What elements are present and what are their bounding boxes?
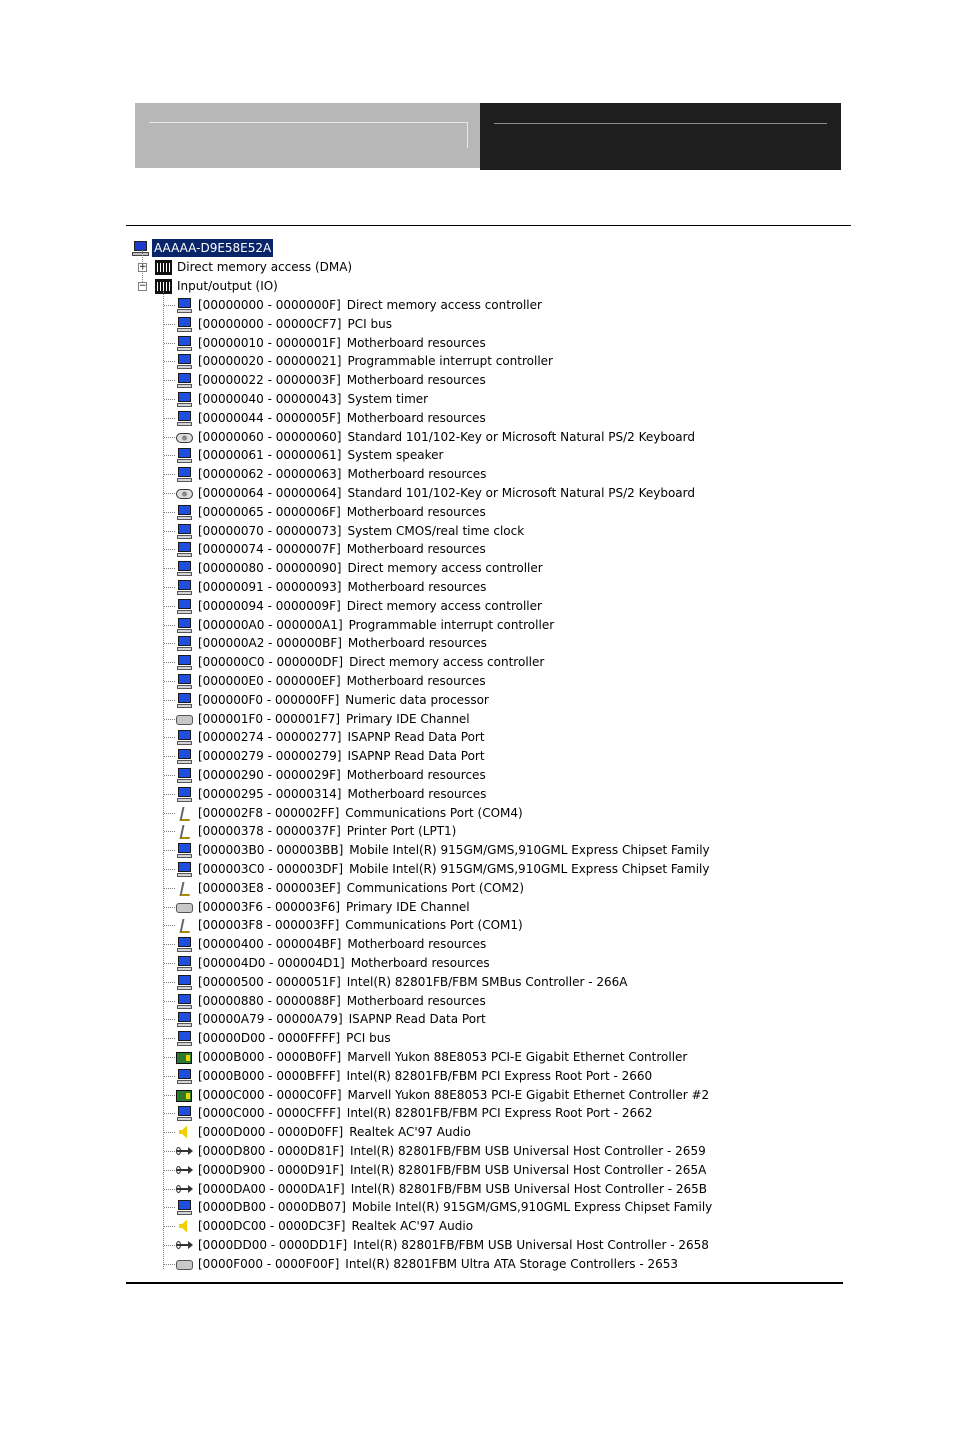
io-range: [00000074 - 0000007F] bbox=[198, 542, 341, 556]
device-icon bbox=[176, 392, 193, 407]
device-name: Intel(R) 82801FB/FBM PCI Express Root Port - 2660 bbox=[346, 1069, 653, 1083]
io-range: [000000E0 - 000000EF] bbox=[198, 674, 341, 688]
device-name: Direct memory access controller bbox=[346, 599, 542, 613]
io-range: [0000B000 - 0000B0FF] bbox=[198, 1050, 342, 1064]
device-name: ISAPNP Read Data Port bbox=[347, 730, 485, 744]
tree-line bbox=[164, 1151, 175, 1152]
tree-line bbox=[164, 1001, 175, 1002]
io-range: [00000274 - 00000277] bbox=[198, 730, 342, 744]
usb-icon bbox=[176, 1182, 193, 1197]
tree-line bbox=[164, 380, 175, 381]
tree-line bbox=[164, 869, 175, 870]
speaker-icon bbox=[176, 1125, 193, 1140]
io-range: [00000880 - 0000088F] bbox=[198, 994, 341, 1008]
io-range: [00000040 - 00000043] bbox=[198, 392, 342, 406]
io-range: [000004D0 - 000004D1] bbox=[198, 956, 345, 970]
io-range: [00000060 - 00000060] bbox=[198, 430, 342, 444]
device-name: Intel(R) 82801FB/FBM USB Universal Host Controller - 265A bbox=[349, 1163, 707, 1177]
tree-group-label: Direct memory access (DMA) bbox=[177, 260, 353, 274]
usb-icon bbox=[176, 1144, 193, 1159]
device-name: Programmable interrupt controller bbox=[347, 354, 553, 368]
io-range: [00000279 - 00000279] bbox=[198, 749, 342, 763]
tree-item[interactable] bbox=[176, 1217, 475, 1235]
tree-item[interactable] bbox=[176, 503, 488, 521]
tree-line bbox=[164, 982, 175, 983]
device-icon bbox=[176, 580, 193, 595]
tree-item[interactable] bbox=[176, 446, 446, 464]
tree-item[interactable] bbox=[176, 710, 472, 728]
device-name: Realtek AC'97 Audio bbox=[349, 1125, 471, 1139]
device-icon bbox=[176, 448, 193, 463]
tree-line bbox=[164, 343, 175, 344]
io-range: [00000061 - 00000061] bbox=[198, 448, 342, 462]
tree-line bbox=[164, 568, 175, 569]
tree-line bbox=[164, 775, 175, 776]
tree-line bbox=[164, 418, 175, 419]
io-range: [000003B0 - 000003BB] bbox=[198, 843, 344, 857]
io-range: [0000DB00 - 0000DB07] bbox=[198, 1200, 346, 1214]
tree-line bbox=[164, 1189, 175, 1190]
tree-item[interactable] bbox=[176, 465, 488, 483]
tree-group-io[interactable] bbox=[155, 277, 280, 295]
device-icon bbox=[176, 1031, 193, 1046]
device-name: Direct memory access controller bbox=[347, 561, 543, 575]
device-name: Motherboard resources bbox=[350, 956, 490, 970]
device-icon bbox=[176, 298, 193, 313]
device-icon bbox=[176, 411, 193, 426]
device-name: Marvell Yukon 88E8053 PCI-E Gigabit Ethernet Controller bbox=[347, 1050, 688, 1064]
io-range: [0000DA00 - 0000DA1F] bbox=[198, 1182, 345, 1196]
disk-drive-icon bbox=[176, 900, 193, 915]
device-icon bbox=[176, 787, 193, 802]
usb-icon bbox=[176, 1238, 193, 1253]
collapse-io-toggle[interactable]: − bbox=[139, 281, 147, 291]
device-name: Intel(R) 82801FB/FBM USB Universal Host Controller - 2659 bbox=[349, 1144, 706, 1158]
io-range: [00000070 - 00000073] bbox=[198, 524, 342, 538]
io-range: [0000C000 - 0000CFFF] bbox=[198, 1106, 341, 1120]
device-name: Communications Port (COM2) bbox=[346, 881, 525, 895]
tree-line bbox=[164, 662, 175, 663]
tree-line bbox=[164, 1207, 175, 1208]
device-name: Motherboard resources bbox=[347, 580, 487, 594]
tree-item[interactable] bbox=[176, 1104, 654, 1122]
tree-line bbox=[164, 305, 175, 306]
tree-line bbox=[164, 324, 175, 325]
io-range: [00000000 - 0000000F] bbox=[198, 298, 341, 312]
device-name: Mobile Intel(R) 915GM/GMS,910GML Express Chipset Family bbox=[349, 843, 710, 857]
device-name: Communications Port (COM4) bbox=[345, 806, 523, 820]
chip-icon bbox=[155, 260, 172, 275]
tree-item[interactable] bbox=[176, 1180, 709, 1198]
device-name: Motherboard resources bbox=[346, 505, 486, 519]
tree-line bbox=[164, 437, 175, 438]
device-icon bbox=[176, 524, 193, 539]
device-icon bbox=[176, 749, 193, 764]
expand-dma-toggle[interactable]: + bbox=[139, 262, 147, 272]
tree-item[interactable] bbox=[176, 860, 711, 878]
io-range: [00000295 - 00000314] bbox=[198, 787, 342, 801]
io-range: [00000378 - 0000037F] bbox=[198, 824, 341, 838]
tree-line bbox=[164, 1019, 175, 1020]
device-name: Motherboard resources bbox=[346, 994, 486, 1008]
tree-item[interactable] bbox=[176, 634, 489, 652]
tree-line bbox=[164, 361, 175, 362]
tree-line bbox=[164, 474, 175, 475]
io-range: [00000064 - 00000064] bbox=[198, 486, 342, 500]
device-icon bbox=[176, 542, 193, 557]
tree-line bbox=[164, 700, 175, 701]
tree-line bbox=[164, 831, 175, 832]
io-range: [000003F6 - 000003F6] bbox=[198, 900, 341, 914]
tree-line bbox=[164, 963, 175, 964]
device-name: Direct memory access controller bbox=[349, 655, 545, 669]
tree-line bbox=[164, 531, 175, 532]
device-name: Motherboard resources bbox=[346, 373, 486, 387]
device-name: PCI bus bbox=[346, 1031, 391, 1045]
device-icon bbox=[176, 317, 193, 332]
io-range: [000003F8 - 000003FF] bbox=[198, 918, 340, 932]
tree-line bbox=[164, 512, 175, 513]
tree-group-dma[interactable] bbox=[155, 258, 354, 276]
io-range: [0000DD00 - 0000DD1F] bbox=[198, 1238, 348, 1252]
io-range: [00000000 - 00000CF7] bbox=[198, 317, 342, 331]
device-name: Intel(R) 82801FB/FBM USB Universal Host Controller - 265B bbox=[350, 1182, 708, 1196]
device-icon bbox=[176, 354, 193, 369]
disk-drive-icon bbox=[176, 712, 193, 727]
tree-root[interactable] bbox=[132, 239, 273, 257]
io-range: [00000D00 - 0000FFFF] bbox=[198, 1031, 341, 1045]
tree-line bbox=[164, 549, 175, 550]
port-icon bbox=[176, 881, 193, 896]
io-range: [00000091 - 00000093] bbox=[198, 580, 342, 594]
device-name: Direct memory access controller bbox=[346, 298, 542, 312]
device-name: Motherboard resources bbox=[346, 411, 486, 425]
tree-line bbox=[164, 606, 175, 607]
device-icon bbox=[176, 655, 193, 670]
tree-item[interactable] bbox=[176, 804, 525, 822]
port-icon bbox=[176, 824, 193, 839]
tree-line bbox=[164, 455, 175, 456]
tree-item[interactable] bbox=[176, 1048, 689, 1066]
tree-item[interactable] bbox=[176, 352, 555, 370]
device-name: Realtek AC'97 Audio bbox=[351, 1219, 474, 1233]
tree-item[interactable] bbox=[176, 334, 488, 352]
tree-item[interactable] bbox=[176, 691, 491, 709]
device-icon bbox=[176, 1069, 193, 1084]
tree-line bbox=[164, 1170, 175, 1171]
tree-item[interactable] bbox=[176, 916, 525, 934]
tree-line bbox=[164, 813, 175, 814]
device-icon bbox=[176, 373, 193, 388]
tree-item[interactable] bbox=[176, 879, 526, 897]
tree-line bbox=[164, 907, 175, 908]
tree-line bbox=[164, 888, 175, 889]
tree-item[interactable] bbox=[176, 522, 526, 540]
device-icon bbox=[176, 561, 193, 576]
tree-line bbox=[164, 1226, 175, 1227]
io-range: [0000D000 - 0000D0FF] bbox=[198, 1125, 344, 1139]
tree-item[interactable] bbox=[176, 578, 488, 596]
tree-line bbox=[164, 925, 175, 926]
tree-item[interactable] bbox=[176, 409, 488, 427]
device-name: PCI bus bbox=[347, 317, 392, 331]
tree-line bbox=[164, 1264, 175, 1265]
device-icon bbox=[176, 843, 193, 858]
tree-line bbox=[164, 850, 175, 851]
io-range: [0000C000 - 0000C0FF] bbox=[198, 1088, 342, 1102]
port-icon bbox=[176, 806, 193, 821]
io-range: [000000F0 - 000000FF] bbox=[198, 693, 340, 707]
device-icon bbox=[176, 1200, 193, 1215]
io-range: [000000A2 - 000000BF] bbox=[198, 636, 342, 650]
tree-root-label: AAAAA-D9E58E52A bbox=[154, 241, 272, 255]
tree-item[interactable] bbox=[176, 1161, 708, 1179]
io-range: [00000080 - 00000090] bbox=[198, 561, 342, 575]
io-range: [00000020 - 00000021] bbox=[198, 354, 342, 368]
device-name: Mobile Intel(R) 915GM/GMS,910GML Express Chipset Family bbox=[351, 1200, 713, 1214]
io-range: [00000500 - 0000051F] bbox=[198, 975, 341, 989]
tree-line bbox=[164, 1076, 175, 1077]
tree-item[interactable] bbox=[176, 1010, 488, 1028]
tree-line bbox=[164, 794, 175, 795]
device-name: Marvell Yukon 88E8053 PCI-E Gigabit Ethernet Controller #2 bbox=[347, 1088, 710, 1102]
tree-item[interactable] bbox=[176, 785, 488, 803]
io-range: [00000065 - 0000006F] bbox=[198, 505, 341, 519]
tree-line bbox=[164, 587, 175, 588]
io-range: [0000DC00 - 0000DC3F] bbox=[198, 1219, 346, 1233]
tree-line bbox=[164, 756, 175, 757]
io-range: [00000010 - 0000001F] bbox=[198, 336, 341, 350]
tree-line bbox=[164, 1113, 175, 1114]
tree-item[interactable] bbox=[176, 296, 544, 314]
tree-line bbox=[164, 1245, 175, 1246]
io-range: [000002F8 - 000002FF] bbox=[198, 806, 340, 820]
device-name: Motherboard resources bbox=[347, 636, 487, 650]
tree-line bbox=[163, 292, 164, 1269]
tree-item[interactable] bbox=[176, 898, 472, 916]
tree-line bbox=[164, 1132, 175, 1133]
tree-item[interactable] bbox=[176, 1255, 680, 1273]
tree-item[interactable] bbox=[176, 954, 492, 972]
io-range: [000003E8 - 000003EF] bbox=[198, 881, 341, 895]
io-range: [0000F000 - 0000F00F] bbox=[198, 1257, 340, 1271]
io-range: [000000A0 - 000000A1] bbox=[198, 618, 343, 632]
device-icon bbox=[176, 768, 193, 783]
io-range: [00000044 - 0000005F] bbox=[198, 411, 341, 425]
device-icon bbox=[176, 730, 193, 745]
tree-item[interactable] bbox=[176, 1123, 473, 1141]
tree-line bbox=[164, 399, 175, 400]
computer-icon bbox=[132, 241, 149, 256]
tree-item[interactable] bbox=[176, 1029, 393, 1047]
tree-line bbox=[164, 1095, 175, 1096]
port-icon bbox=[176, 918, 193, 933]
tree-line bbox=[164, 643, 175, 644]
tree-item[interactable] bbox=[176, 973, 629, 991]
tree-item[interactable] bbox=[176, 559, 545, 577]
io-range: [00000094 - 0000009F] bbox=[198, 599, 341, 613]
tree-item[interactable] bbox=[176, 728, 487, 746]
device-icon bbox=[176, 1106, 193, 1121]
device-icon bbox=[176, 674, 193, 689]
tree-group-label: Input/output (IO) bbox=[177, 279, 278, 293]
device-icon bbox=[176, 599, 193, 614]
tree-line bbox=[164, 719, 175, 720]
device-icon bbox=[176, 937, 193, 952]
device-name: System speaker bbox=[347, 448, 444, 462]
tree-line bbox=[164, 681, 175, 682]
tree-item[interactable] bbox=[176, 1067, 654, 1085]
device-name: ISAPNP Read Data Port bbox=[347, 749, 485, 763]
tree-item[interactable] bbox=[176, 371, 488, 389]
io-range: [00000062 - 00000063] bbox=[198, 467, 342, 481]
tree-item[interactable] bbox=[176, 1198, 714, 1216]
device-icon bbox=[176, 336, 193, 351]
tree-line bbox=[164, 944, 175, 945]
io-range: [000001F0 - 000001F7] bbox=[198, 712, 341, 726]
tree-item[interactable] bbox=[176, 747, 487, 765]
disk-drive-icon bbox=[176, 1257, 193, 1272]
device-name: ISAPNP Read Data Port bbox=[348, 1012, 486, 1026]
tree-line bbox=[164, 737, 175, 738]
io-range: [00000290 - 0000029F] bbox=[198, 768, 341, 782]
tree-item[interactable] bbox=[176, 315, 394, 333]
tree-item[interactable] bbox=[176, 428, 697, 446]
device-icon bbox=[176, 862, 193, 877]
network-adapter-icon bbox=[176, 1088, 193, 1103]
io-range: [0000D900 - 0000D91F] bbox=[198, 1163, 344, 1177]
device-name: Motherboard resources bbox=[346, 336, 486, 350]
device-name: Motherboard resources bbox=[347, 787, 487, 801]
tree-line bbox=[142, 250, 143, 282]
device-name: Motherboard resources bbox=[347, 467, 487, 481]
device-name: Motherboard resources bbox=[346, 768, 486, 782]
device-icon bbox=[176, 1012, 193, 1027]
device-name: Intel(R) 82801FBM Ultra ATA Storage Controllers - 2653 bbox=[345, 1257, 679, 1271]
speaker-icon bbox=[176, 1219, 193, 1234]
tree-item[interactable] bbox=[176, 616, 556, 634]
tree-line bbox=[164, 1038, 175, 1039]
device-icon bbox=[176, 975, 193, 990]
tree-item[interactable] bbox=[176, 540, 488, 558]
device-name: Primary IDE Channel bbox=[346, 900, 470, 914]
tree-item[interactable] bbox=[176, 484, 697, 502]
device-name: Primary IDE Channel bbox=[346, 712, 470, 726]
tree-item[interactable] bbox=[176, 1142, 708, 1160]
tree-line bbox=[164, 493, 175, 494]
device-icon bbox=[176, 693, 193, 708]
device-name: Motherboard resources bbox=[346, 542, 486, 556]
io-range: [00000022 - 0000003F] bbox=[198, 373, 341, 387]
io-range: [000003C0 - 000003DF] bbox=[198, 862, 344, 876]
keyboard-icon bbox=[176, 486, 193, 501]
tree-line bbox=[164, 625, 175, 626]
tree-item[interactable] bbox=[176, 1236, 711, 1254]
device-name: Motherboard resources bbox=[347, 937, 487, 951]
device-icon bbox=[176, 505, 193, 520]
device-icon bbox=[176, 956, 193, 971]
device-name: Intel(R) 82801FB/FBM SMBus Controller - 266A bbox=[346, 975, 628, 989]
io-range: [00000A79 - 00000A79] bbox=[198, 1012, 343, 1026]
tree-item[interactable] bbox=[176, 597, 544, 615]
tree-line bbox=[164, 1057, 175, 1058]
device-name: Standard 101/102-Key or Microsoft Natural PS/2 Keyboard bbox=[347, 486, 695, 500]
device-name: Printer Port (LPT1) bbox=[346, 824, 457, 838]
device-name: Intel(R) 82801FB/FBM USB Universal Host Controller - 2658 bbox=[353, 1238, 709, 1252]
tree-item[interactable] bbox=[176, 841, 712, 859]
io-range: [000000C0 - 000000DF] bbox=[198, 655, 344, 669]
tree-item[interactable] bbox=[176, 653, 546, 671]
device-name: Numeric data processor bbox=[345, 693, 489, 707]
usb-icon bbox=[176, 1163, 193, 1178]
device-icon bbox=[176, 636, 193, 651]
io-range: [0000B000 - 0000BFFF] bbox=[198, 1069, 341, 1083]
device-name: Motherboard resources bbox=[346, 674, 486, 688]
device-icon bbox=[176, 994, 193, 1009]
tree-item[interactable] bbox=[176, 766, 488, 784]
tree-item[interactable] bbox=[176, 992, 488, 1010]
device-name: Standard 101/102-Key or Microsoft Natural PS/2 Keyboard bbox=[347, 430, 695, 444]
tree-item[interactable] bbox=[176, 935, 488, 953]
keyboard-icon bbox=[176, 430, 193, 445]
device-name: System CMOS/real time clock bbox=[347, 524, 525, 538]
device-name: Intel(R) 82801FB/FBM PCI Express Root Port - 2662 bbox=[346, 1106, 653, 1120]
bottom-rule bbox=[126, 1282, 843, 1284]
io-range: [00000400 - 000004BF] bbox=[198, 937, 342, 951]
tree-item[interactable] bbox=[176, 390, 430, 408]
device-icon bbox=[176, 467, 193, 482]
tree-item[interactable] bbox=[176, 822, 458, 840]
tree-item[interactable] bbox=[176, 1086, 711, 1104]
device-name: Programmable interrupt controller bbox=[348, 618, 555, 632]
io-range: [0000D800 - 0000D81F] bbox=[198, 1144, 344, 1158]
network-adapter-icon bbox=[176, 1050, 193, 1065]
tree-item[interactable] bbox=[176, 672, 488, 690]
device-name: System timer bbox=[347, 392, 429, 406]
device-name: Mobile Intel(R) 915GM/GMS,910GML Express Chipset Family bbox=[349, 862, 710, 876]
device-icon bbox=[176, 618, 193, 633]
device-name: Communications Port (COM1) bbox=[345, 918, 523, 932]
